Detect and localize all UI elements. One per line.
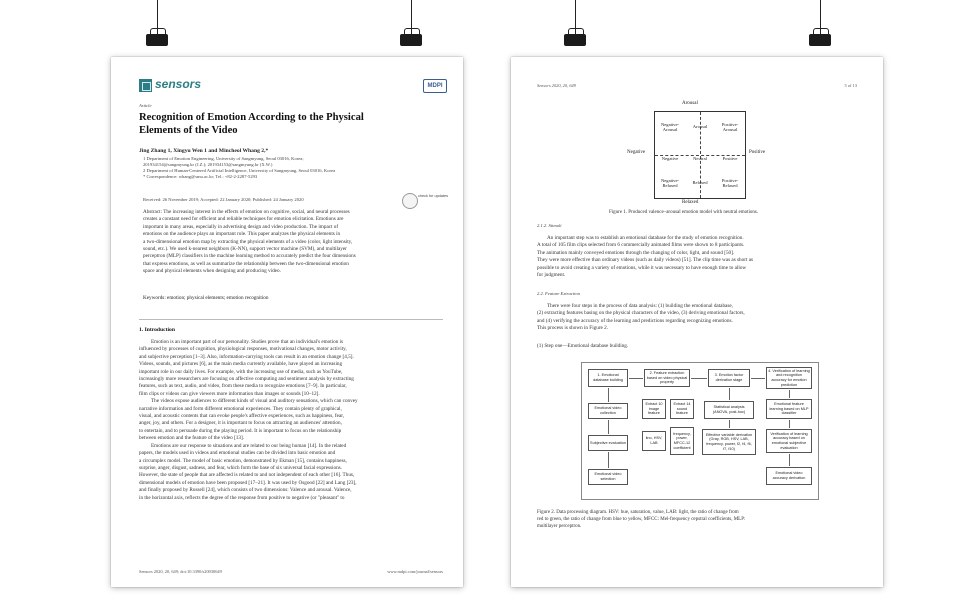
stimuli-line: for judgment. <box>537 272 566 279</box>
fig2-arrow <box>729 388 730 400</box>
stimuli-line: A total of 105 film clips selected from 6 commercially animated films were shown to 8 participants. <box>537 242 745 249</box>
feature-line: There were four steps in the process of data analysis: (1) building the emotional database, <box>547 303 733 309</box>
fig2-caption-line: Figure 2. Data processing diagram. HSV: hue, saturation, value, LAB: light, the ratio of change from <box>537 510 739 515</box>
fig2-arrow <box>729 420 730 428</box>
check-updates-label[interactable]: check for updates <box>418 194 448 198</box>
affiliations <box>143 156 443 180</box>
abstract-line: Abstract: The increasing interest in the effects of emotion on cognitive, social, and neural processes <box>143 209 350 215</box>
fig1-cell: Neutral <box>693 156 707 161</box>
abstract-line: emotions on the audience plays an important role. This paper analyzes the physical elements in <box>143 231 341 238</box>
intro-line: surprise, anger, disgust, sadness, and fear, which form the base of six universal facial expressions. <box>139 464 342 471</box>
fig1-cell: Negative-Relaxed <box>660 178 680 189</box>
fig2-arrow <box>789 420 790 428</box>
paper-title <box>139 111 364 137</box>
fig2-step-box: Extract 14 sound feature <box>670 399 694 419</box>
binder-clip <box>564 34 586 46</box>
abstract-line: important in many areas, especially in advertising design and video production. The impact of <box>143 223 339 230</box>
stimuli-line: possible to avoid creating a variety of emotions, while it was necessary to have enough time to allow <box>537 264 747 271</box>
fig1-cell: Negative <box>661 156 679 161</box>
fig2-arrow <box>789 390 790 398</box>
intro-line: However, the state of people that are affected is related to and not independent of each other [16]. Thus, <box>139 472 355 479</box>
affiliation-line: 1 Department of Emotion Engineering, University of Sangmyung, Seoul 03016, Korea; <box>143 156 304 161</box>
fig2-header-box: 2. Feature extraction based on video physical property <box>644 369 690 387</box>
binder-clip <box>400 34 422 46</box>
publication-dates: Received: 26 November 2019; Accepted: 22 January 2020; Published: 24 January 2020 <box>143 197 304 202</box>
affiliation-line: * Correspondence: whang@smu.ac.kr; Tel.: +82-2-2287-5293 <box>143 174 258 179</box>
intro-line: film clips or videos can give viewers more information than images or sounds [10–12]. <box>139 390 320 397</box>
stimuli-line: The animation mainly conveyed emotions through the changing of color, light, and sound [50]. <box>537 249 735 256</box>
fig2-step-box: Emotional feature learning based on MLP classifier <box>766 399 812 419</box>
abstract-line: sound, etc.). We used k-nearest neighbors (K-NN), support vector machine (SVM), and multilayer <box>143 246 347 253</box>
fig2-header-box: 1. Emotional database building <box>588 369 628 387</box>
intro-line: to entertain, and to persuade during the playing period. It is important to focus on the relationship <box>139 427 342 434</box>
subsection-heading: 2.2. Feature Extraction <box>537 291 580 296</box>
stimuli-line: They were more effective than ordinary videos (such as daily videos) [51]. The clip time was as short as <box>537 257 754 264</box>
intro-line: dimensional models of emotion have been proposed [17–21]. It was used by Osgood [22] and Lang [23], <box>139 479 357 486</box>
intro-line: Emotion is an important part of our personality. Studies prove that an individual's emotion is <box>151 339 344 345</box>
fig2-step-box: Statistical analysis (ANOVA, post-hoc) <box>704 401 754 419</box>
title-line: Recognition of Emotion According to the Physical <box>139 112 364 123</box>
subsection-heading: 2.1.2. Stimuli <box>537 223 562 228</box>
intro-line: a circumplex model. The model of basic emotion, demonstrated by Ekman [15], contains happiness, <box>139 457 347 464</box>
footer-url[interactable]: www.mdpi.com/journal/sensors <box>387 569 443 574</box>
intro-line: The videos expose audiences to different kinds of visual and auditory sensations, which can convey <box>151 398 358 405</box>
intro-line: between emotion and the feature of the video [13]. <box>139 435 245 442</box>
fig2-step-box: Verification of learning accuracy based on emotional subjective evaluation <box>766 429 812 453</box>
journal-name: sensors <box>155 77 202 91</box>
title-line: Elements of the Video <box>139 125 238 136</box>
fig2-header-box: 3. Emotion factor derivation stage <box>708 369 750 387</box>
fig2-caption-line: red to green, the ratio of change from blue to yellow, MFCC: Mel-frequency cepstral coefficients, MLP: <box>537 517 746 522</box>
intro-line: Emotions are our response to situations and are related to our being human [14]. In the related <box>151 442 347 449</box>
fig2-arrow <box>608 388 609 402</box>
article-type: Article <box>139 103 152 108</box>
fig2-arrow <box>608 452 609 468</box>
affiliation-line: 201934154@sangmyung.kr (J.Z.); 201934153@sangmyung.kr (X.W.) <box>143 162 273 167</box>
fig2-caption <box>537 509 867 530</box>
fig2-arrow <box>608 420 609 434</box>
section-heading: 1. Introduction <box>139 327 175 333</box>
intro-line: visual, and acoustic contents that can evoke people's affective experiences, such as happiness, fear, <box>139 413 345 420</box>
fig1-cell: Positive-Relaxed <box>721 178 739 189</box>
fig1-cell: Positive-Arousal <box>721 122 739 133</box>
feature-extraction-body <box>537 303 859 333</box>
fig1-cell: Relaxed <box>692 180 708 185</box>
stimuli-line: An important step was to establish an emotional database for the study of emotion recognition. <box>547 235 744 241</box>
intro-line: in the horizontal axis, reflects the degree of the response from positive to negative (or "pleasant" to <box>139 494 345 501</box>
footer-citation: Sensors 2020, 20, 649; doi:10.3390/s20030649 <box>139 569 222 574</box>
page-number: 5 of 13 <box>844 83 857 88</box>
abstract-line: a two-dimensional emotion map by extracting the physical elements of a video (color, light intensity, <box>143 238 353 245</box>
fig2-header-box: 4. Verification of learning and recognition accuracy for emotion prediction <box>766 367 812 389</box>
fig2-arrow <box>751 378 765 379</box>
fig1-arousal-label: Arousal <box>682 101 698 106</box>
intro-line: influenced by processes of cognition, physiological responses, motivational changes, motor activity, <box>139 346 347 353</box>
fig2-step-box: Subjective evaluation <box>588 435 628 451</box>
paper-page-1 <box>111 57 463 587</box>
fig1-cell: Negative-Arousal <box>660 122 680 133</box>
intro-line: anger, joy, and others. For a designer, it is important to focus on attracting an audiences' attention, <box>139 420 342 427</box>
fig1-positive-label: Positive <box>749 150 766 155</box>
affiliation-line: 2 Department of Human-Centered Artificial Intelligence, University of Sangmyung, Seoul 03016, Korea <box>143 168 336 173</box>
fig2-step-box: Effective variable derivation (Gray, RGB, HSV, LAB, frequency, power, f2, f4, f6, f7, f10) <box>702 429 756 455</box>
intro-line: narrative information and form different emotional experiences. They contain plenty of graphical, <box>139 405 342 412</box>
intro-line: and finally proposed by Russell [24], which consists of two dimensions: Valence and arousal. Valence, <box>139 487 352 494</box>
introduction-body <box>139 339 445 502</box>
intro-line: Videos, sounds, and pictures [6], as the main media currently available, have played an increasing <box>139 361 343 368</box>
fig2-diagram <box>581 362 819 500</box>
feature-line: (2) extracting features basing on the physical characters of the video, (3) deriving emotional factors, <box>537 310 745 317</box>
abstract <box>143 209 443 276</box>
abstract-line: space and physical elements when designing and producing video. <box>143 268 281 275</box>
abstract-line: that express emotions, as well as summarize the relationship between the two-dimensional emotion <box>143 260 349 267</box>
fig2-step-box: frequency, power, MFCC-12 coefficient <box>670 427 694 455</box>
keywords: Keywords: emotion; physical elements; emotion recognition <box>143 295 269 301</box>
intro-line: and subjective perception [1–3]. Also, information-carrying tools can result in an emotion change [4,5]. <box>139 353 354 360</box>
fig2-step-box: Emotional video collection <box>588 403 628 419</box>
binder-clip <box>809 34 831 46</box>
mdpi-logo: MDPI <box>423 79 447 93</box>
feature-line: This process is shown in Figure 2. <box>537 325 609 332</box>
authors: Jing Zhang 1, Xingyu Wen 1 and Mincheol Whang 2,* <box>139 148 269 154</box>
fig1-cell: Arousal <box>692 124 708 129</box>
intro-line: important role in our daily lives. For example, with the increasing use of media, such as YouTube, <box>139 368 343 375</box>
abstract-line: perceptron (MLP) classifiers in the machine learning method to accurately predict the four dimensions <box>143 253 356 260</box>
stimuli-body <box>537 235 859 279</box>
fig2-arrow <box>691 378 707 379</box>
fig2-step-box: lino, HSV, LAB <box>642 431 666 451</box>
step-one: (1) Step one—Emotional database building. <box>537 343 629 349</box>
fig1-negative-label: Negative <box>627 150 646 155</box>
fig2-step-box: Extract 10 image feature <box>642 399 666 419</box>
running-header: Sensors 2020, 20, 649 <box>537 83 576 88</box>
fig1-relaxed-label: Relaxed <box>682 200 699 205</box>
fig2-step-box: Emotional video selection <box>588 469 628 485</box>
check-updates-icon[interactable] <box>402 193 418 209</box>
fig2-caption-line: multilayer perceptron. <box>537 524 582 529</box>
fig2-arrow <box>789 454 790 466</box>
intro-line: features, such as text, audio, and video, from these media to recognize emotions [7–9]. In particular, <box>139 383 347 390</box>
feature-line: and (4) verifying the accuracy of the learning and predictions regarding recognizing emotions. <box>537 317 733 324</box>
intro-line: papers, the models used in videos and emotional studies can be divided into basic emotion and <box>139 450 336 457</box>
binder-clip <box>146 34 168 46</box>
paper-page-2 <box>511 57 883 587</box>
intro-line: increasingly more researchers are focusing on affective computing and sentiment analysis by extracting <box>139 376 354 383</box>
sensors-logo-icon <box>139 79 152 92</box>
fig1-emotion-grid <box>654 111 746 199</box>
fig1-cell: Positive <box>722 156 738 161</box>
abstract-line: creates a constant need for efficient and reliable techniques for emotion elicitation. Emotions are <box>143 216 344 223</box>
fig2-arrow <box>629 378 643 379</box>
fig1-caption: Figure 1. Produced valence–arousal emotion model with neutral emotions. <box>609 210 759 215</box>
fig2-step-box: Emotional video accuracy derivation <box>766 467 812 485</box>
divider <box>139 319 443 320</box>
